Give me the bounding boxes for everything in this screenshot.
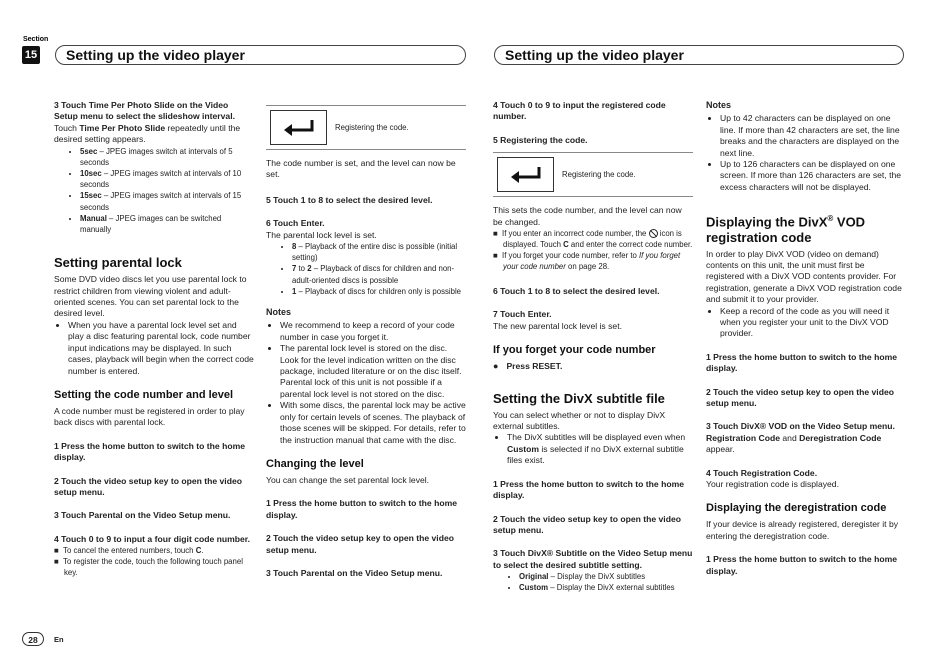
- enter-arrow-icon: [282, 118, 316, 138]
- column-2: [266, 103, 466, 579]
- list-item: • When you have a parental lock level set and play a disc featuring parental lock, code number input indications may be displayed. In such cases, playback will begin when the correct code number is entered.: [68, 320, 254, 377]
- list-item: • 1 – Playback of discs for children only is possible: [292, 286, 466, 297]
- list-item: • Keep a record of the code as you will need it when you register your unit to the DivX VOD provider.: [720, 306, 904, 340]
- step-3-body: Touch Time Per Photo Slide repeatedly until the desired setting appears.: [54, 122, 241, 145]
- list-item: • 5sec – JPEG images switch at intervals of 5 seconds: [80, 146, 254, 168]
- step-3-divx-vod: 3 Touch DivX® VOD on the Video Setup menu.: [706, 421, 895, 432]
- list-item: • Up to 126 characters can be displayed on one screen. If more than 126 characters are set, the excess characters will not be displayed.: [720, 159, 904, 193]
- step-4-input-registered: 4 Touch 0 to 9 to input the registered code number.: [493, 100, 666, 122]
- list-item: ● Press RESET.: [493, 361, 693, 372]
- vod-body: In order to play DivX VOD (video on demand) contents on this unit, the unit must first be registered with a DivX VOD contents provider. For registration, generate a DivX VOD registration code and submit it to your provider.: [706, 248, 902, 305]
- code-body: A code number must be registered in order to play back discs with parental lock.: [54, 405, 245, 428]
- heading-setting-parental-lock: Setting parental lock: [54, 255, 182, 271]
- step-4-input-code: 4 Touch 0 to 9 to input a four digit code number.: [54, 533, 251, 544]
- note-register: ■ To register the code, touch the following touch panel key.: [54, 557, 243, 578]
- list-item: • The parental lock level is stored on the disc. Look for the level indication written on the disc package, included literature or on the disc itself. Parental lock of this unit is not possible if a parental lock level is not stored on the disc.: [280, 343, 466, 400]
- section-label: Section: [23, 36, 49, 43]
- notes-title: Notes: [706, 100, 732, 110]
- list-item: • 15sec – JPEG images switch at intervals of 15 seconds: [80, 190, 254, 212]
- list-item: • Manual – JPEG images can be switched manually: [80, 213, 254, 235]
- language-label: En: [54, 635, 64, 644]
- page-number: 28: [22, 632, 44, 646]
- prohibited-icon: [649, 229, 658, 238]
- heading-setting-code-number: Setting the code number and level: [54, 388, 234, 401]
- enter-key-button[interactable]: [270, 110, 327, 145]
- step-3-body: Registration Code and Deregistration Code appear.: [706, 432, 882, 455]
- step-2-video-setup: 2 Touch the video setup key to open the video setup menu.: [706, 386, 894, 409]
- code-set-text: This sets the code number, and the level can now be changed.: [493, 205, 682, 227]
- register-key-figure: [493, 152, 693, 197]
- notes-list: [266, 320, 466, 445]
- column-4: [706, 100, 904, 577]
- register-caption: Registering the code.: [335, 122, 409, 132]
- heading-divx-subtitle: Setting the DivX subtitle file: [493, 390, 665, 406]
- heading-divx-vod: Displaying the DivX® VOD registration code: [706, 214, 866, 245]
- left-section-title: Setting up the video player: [55, 45, 466, 65]
- list-item: • The DivX subtitles will be displayed even when Custom is selected if no DivX external subtitle files exist.: [507, 432, 693, 466]
- step-1-home: 1 Press the home button to switch to the home display.: [54, 440, 245, 463]
- notes-title: Notes: [266, 307, 292, 318]
- subtitle-options: [493, 571, 693, 593]
- note-incorrect-code: ■ If you enter an incorrect code number, the icon is displayed. Touch C and enter the correct code number.: [493, 229, 693, 250]
- step-2-video-setup: 2 Touch the video setup key to open the video setup menu.: [493, 513, 681, 535]
- parental-bullets: [54, 320, 254, 377]
- note-forget-code: ■ If you forget your code number, refer to If you forget your code number on page 28.: [493, 251, 681, 272]
- step-1-home: 1 Press the home button to switch to the home display.: [706, 554, 897, 576]
- section-number-badge: 15: [22, 46, 40, 64]
- step-3-parental: 3 Touch Parental on the Video Setup menu.: [266, 567, 443, 578]
- step-2-video-setup: 2 Touch the video setup key to open the video setup menu.: [266, 533, 454, 555]
- step-6-select-level: 6 Touch 1 to 8 to select the desired level.: [493, 286, 660, 297]
- step-3-time-per-photo: 3 Touch Time Per Photo Slide on the Video Setup menu to select the slideshow interval.: [54, 100, 235, 122]
- subtitle-body: You can select whether or not to display DivX external subtitles.: [493, 409, 666, 432]
- step-2-video-setup: 2 Touch the video setup key to open the video setup menu.: [54, 475, 242, 497]
- notes-list: [706, 113, 904, 193]
- heading-forget-code: If you forget your code number: [493, 344, 656, 357]
- heading-deregistration: Displaying the deregistration code: [706, 502, 887, 515]
- step-5-select-level: 5 Touch 1 to 8 to select the desired level.: [266, 194, 433, 205]
- register-caption: Registering the code.: [562, 170, 636, 180]
- register-key-figure: [266, 105, 466, 150]
- note-cancel: ■ To cancel the entered numbers, touch C.: [54, 546, 204, 556]
- step-6-touch-enter: 6 Touch Enter.: [266, 218, 325, 229]
- column-3: [493, 100, 693, 594]
- subtitle-bullets: [493, 432, 693, 466]
- step-7-body: The new parental lock level is set.: [493, 320, 622, 331]
- step-7-touch-enter: 7 Touch Enter.: [493, 309, 552, 320]
- dereg-body: If your device is already registered, deregister it by entering the deregistration code.: [706, 519, 899, 541]
- heading-changing-level: Changing the level: [266, 457, 364, 470]
- step-3-divx-subtitle: 3 Touch DivX® Subtitle on the Video Setup menu to select the desired subtitle setting.: [493, 548, 693, 570]
- list-item: • With some discs, the parental lock may be active only for certain levels of scenes. The playback of those scenes will be skipped. For details, refer to the instruction manual that came with the disc.: [280, 400, 466, 446]
- step-1-home: 1 Press the home button to switch to the home display.: [706, 351, 897, 374]
- enter-key-button[interactable]: [497, 157, 554, 192]
- list-item: • 7 to 2 – Playback of discs for children and non-adult-oriented discs is possible: [292, 263, 466, 285]
- list-item: • Original – Display the DivX subtitles: [519, 571, 693, 582]
- list-item: • Custom – Display the DivX external subtitles: [519, 582, 693, 593]
- step-1-home: 1 Press the home button to switch to the home display.: [266, 498, 457, 520]
- step-4-body: Your registration code is displayed.: [706, 479, 839, 490]
- list-item: • We recommend to keep a record of your code number in case you forget it.: [280, 320, 466, 343]
- enter-arrow-icon: [509, 165, 543, 185]
- list-item: • 10sec – JPEG images switch at intervals of 10 seconds: [80, 168, 254, 190]
- step-1-home: 1 Press the home button to switch to the home display.: [493, 478, 684, 501]
- list-item: • 8 – Playback of the entire disc is possible (initial setting): [292, 241, 466, 263]
- reset-step: [493, 361, 693, 372]
- column-1: [54, 100, 254, 578]
- interval-list: [54, 146, 254, 236]
- step-5-registering: 5 Registering the code.: [493, 134, 588, 145]
- step-4-registration-code: 4 Touch Registration Code.: [706, 467, 818, 478]
- list-item: • Up to 42 characters can be displayed on one line. If more than 42 characters are set, the line breaks and the characters are displayed on the next line.: [720, 113, 904, 159]
- right-section-title: Setting up the video player: [494, 45, 904, 65]
- parental-body: Some DVD video discs let you use parental lock to restrict children from viewing violent and adult-oriented scenes. You can set parental lock to the desired level.: [54, 274, 247, 319]
- step-3-parental: 3 Touch Parental on the Video Setup menu.: [54, 510, 231, 521]
- vod-bullets: [706, 306, 904, 340]
- code-set-text: The code number is set, and the level can now be set.: [266, 158, 456, 180]
- change-body: You can change the set parental lock level.: [266, 474, 430, 485]
- level-list: [266, 241, 466, 297]
- step-6-body: The parental lock level is set.: [266, 229, 377, 240]
